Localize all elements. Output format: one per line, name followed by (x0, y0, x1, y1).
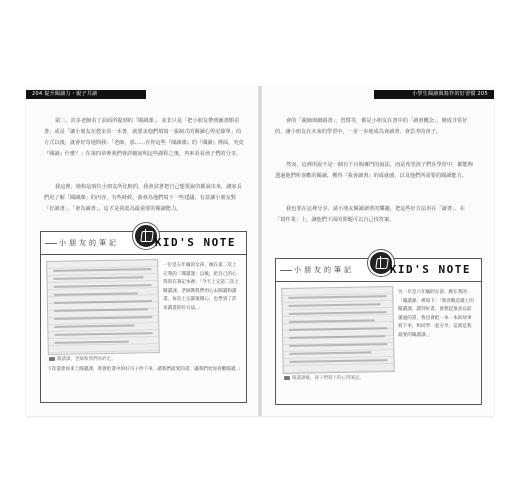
left-paragraph-2: 我這裡，她和這兩位小朋友所比較的，我會試著把自己想要說的都說出來，讓家長們更了解「閱讀課」的內容，有些時候，我會為他們寫下一些建議，有意讓小朋友對「好讀書」、「會為讀書」，這才是我認為最重要的閱讀能力。 (44, 184, 242, 212)
handwritten-note-photo (46, 259, 160, 355)
header-rule (280, 270, 292, 271)
kids-note-box-right (275, 258, 482, 405)
kids-note-box-left (40, 231, 247, 403)
left-paragraph-1: 第二，許多老師看了前面所提到的「閱讀課」，並非只是「把小朋友帶到圖書館看書」或是「讓小朋友在教室看一本書，就要求他們填寫一張制式的閱讀心得記錄單」的方式以後，就會好奇地問我：「老師，那……在你這些『閱讀課』的『閱讀』裡面，究竟『閱讀』什麼？」在第四章裡我們會詳細說明這些課程之後，再來看看孩子們的分享。 (44, 118, 244, 157)
note-description: 另一位是六年級的女孩，她在我的「閱讀課」裡寫下：「我喜歡這樣上的閱讀課，讀到好書，會想起很多以前讀過的書，我也會把一本一本的故事寫下來，和同學一起分享，這就是我最愛的閱讀課。」 (398, 290, 474, 338)
note-description-continued: 下次還會再來上閱讀課，我會把書中的好句子抄下來，讀我們最愛的書，讓我們更加喜歡閱讀。」 (47, 367, 243, 372)
kids-note-header (41, 232, 246, 255)
camera-icon (284, 376, 290, 380)
book-spread (26, 86, 494, 416)
kids-note-header (276, 259, 481, 282)
photo-caption: 閱讀課後，孩子們寫下的心得筆記。 (284, 375, 364, 381)
note-description: 一位是五年級的女孩，她在第二次上完我的「閱讀課」以後，把自己的心得寫在筆記本裡：「今天上完第二次上閱讀課，老師教我們用心去閱讀和讀書，每次上完都很開心，也學到了許多讀書的好方法。」 (163, 263, 239, 311)
left-page-header: 204 提升閱讀力・親子共讀 (32, 91, 98, 97)
kids-note-title-cn: 小朋友的筆記 (59, 239, 119, 247)
right-paragraph-2: 然而，這裡所說不是一個有千百個專門的說法，而是希望孩子們在學習中，都能夠透過他們所喜歡的閱讀，獲得『我會讀書』的成就感，以及他們所需要的閱讀能力。 (275, 162, 473, 179)
header-rule (45, 243, 57, 244)
right-page (261, 86, 494, 416)
photo-caption: 閱讀課，老師和我們的約定。 (49, 356, 116, 362)
right-page-header: 小學生閱讀與寫作的好習慣 205 (412, 91, 488, 97)
camera-icon (49, 357, 55, 361)
handwritten-note-photo (281, 286, 394, 374)
left-page (26, 86, 259, 416)
kids-note-title-en: KID'S NOTE (389, 263, 471, 276)
right-paragraph-3: 我也要在這裡分享，請小朋友閱讀讀書的樂趣，把這些好方法用在「讀書」、在「寫作業」上，讓他們下面的問題可以自己找答案。 (275, 206, 465, 223)
right-paragraph-1: 會的「親師與網路書」、習慣等，都是小朋友在書中的「讀書概念」，變成非常好的，讓小朋友在未來的學習中，一步一步地成為會讀書、會思考的孩子。 (275, 118, 468, 135)
kids-note-title-en: KID'S NOTE (154, 236, 236, 249)
kids-note-title-cn: 小朋友的筆記 (294, 266, 354, 274)
